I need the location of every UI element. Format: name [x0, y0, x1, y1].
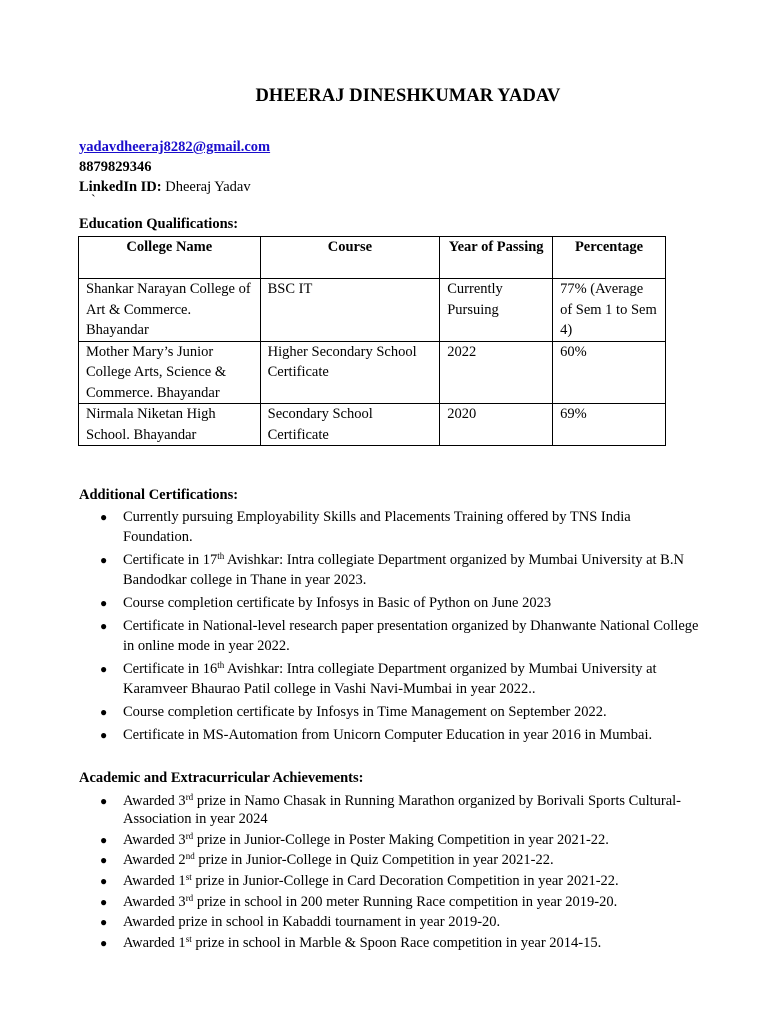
percentage-cell: 69%	[553, 404, 666, 446]
year-cell: 2020	[440, 404, 553, 446]
list-item: ● Awarded 1st prize in Junior-College in Card Decoration Competition in year 2021-22.	[100, 872, 619, 890]
percentage-cell: 77% (Average of Sem 1 to Sem 4)	[553, 279, 666, 342]
list-item: ● Awarded 1st prize in school in Marble & Spoon Race competition in year 2014-15.	[100, 934, 602, 952]
email-link[interactable]: yadavdheeraj8282@gmail.com	[79, 139, 271, 155]
list-item: ● Awarded prize in school in Kabaddi tournament in year 2019-20.	[100, 914, 501, 931]
course-cell: BSC IT	[260, 279, 440, 342]
table-row	[79, 279, 666, 342]
education-table	[78, 236, 666, 446]
bullet-icon: ●	[100, 510, 108, 524]
stray-mark: `	[91, 193, 96, 208]
list-item: ● Certificate in MS-Automation from Unicorn Computer Education in year 2016 in Mumbai.	[100, 727, 653, 743]
list-item: ● Currently pursuing Employability Skills and Placements Training offered by TNS India Foundation.	[100, 509, 631, 545]
bullet-icon: ●	[100, 705, 108, 719]
list-item: ● Awarded 3rd prize in school in 200 meter Running Race competition in year 2019-20.	[100, 892, 618, 910]
candidate-name: DHEERAJ DINESHKUMAR YADAV	[255, 86, 561, 106]
header-year-of-passing: Year of Passing	[440, 237, 553, 279]
achievements-heading: Academic and Extracurricular Achievements:	[79, 770, 364, 786]
list-item: ● Certificate in 17th Avishkar: Intra collegiate Department organized by Mumbai University at B.N Bandodkar college in Thane in year 2023.	[100, 551, 684, 588]
list-item: ● Awarded 2nd prize in Junior-College in Quiz Competition in year 2021-22.	[100, 851, 554, 869]
achievements-list	[79, 792, 699, 955]
bullet-icon: ●	[100, 794, 108, 808]
education-heading: Education Qualifications:	[79, 216, 239, 232]
table-row	[79, 341, 666, 404]
header-college-name: College Name	[79, 237, 261, 279]
list-item: ● Awarded 3rd prize in Namo Chasak in Running Marathon organized by Borivali Sports Cultural-Association in year 2024	[100, 792, 682, 827]
bullet-icon: ●	[100, 832, 108, 847]
bullet-icon: ●	[100, 874, 108, 889]
bullet-icon: ●	[100, 728, 108, 742]
linkedin-label: LinkedIn ID:	[79, 179, 162, 195]
year-cell: Currently Pursuing	[440, 279, 553, 342]
header-course: Course	[260, 237, 440, 279]
bullet-icon: ●	[100, 596, 108, 610]
list-item: ● Certificate in 16th Avishkar: Intra collegiate Department organized by Mumbai University at Karamveer Bhaurao Patil college in Vashi Navi-Mumbai in year 2022..	[100, 660, 657, 697]
bullet-icon: ●	[100, 915, 108, 930]
bullet-icon: ●	[100, 553, 108, 567]
linkedin-value: Dheeraj Yadav	[161, 179, 251, 195]
linkedin-line	[79, 177, 270, 197]
list-item: ● Course completion certificate by Infosys in Basic of Python on June 2023	[100, 595, 552, 611]
percentage-cell: 60%	[553, 341, 666, 404]
course-cell: Secondary School Certificate	[260, 404, 440, 446]
bullet-icon: ●	[100, 936, 108, 951]
college-cell: Mother Mary’s Junior College Arts, Science & Commerce. Bhayandar	[79, 341, 261, 404]
college-cell: Nirmala Niketan High School. Bhayandar	[79, 404, 261, 446]
college-cell: Shankar Narayan College of Art & Commerce. Bhayandar	[79, 279, 261, 342]
certifications-list	[79, 507, 699, 748]
table-header-row	[79, 237, 666, 279]
header-percentage: Percentage	[553, 237, 666, 279]
certifications-heading: Additional Certifications:	[79, 487, 239, 503]
course-cell: Higher Secondary School Certificate	[260, 341, 440, 404]
list-item: ● Awarded 3rd prize in Junior-College in Poster Making Competition in year 2021-22.	[100, 830, 609, 848]
contact-block	[79, 137, 270, 197]
phone-number: 8879829346	[79, 159, 152, 175]
list-item: ● Course completion certificate by Infosys in Time Management on September 2022.	[100, 704, 607, 720]
table-row	[79, 404, 666, 446]
bullet-icon: ●	[100, 619, 108, 633]
year-cell: 2022	[440, 341, 553, 404]
bullet-icon: ●	[100, 853, 108, 868]
bullet-icon: ●	[100, 662, 108, 676]
bullet-icon: ●	[100, 894, 108, 909]
list-item: ● Certificate in National-level research paper presentation organized by Dhanwante National College in online mode in year 2022.	[100, 618, 699, 654]
